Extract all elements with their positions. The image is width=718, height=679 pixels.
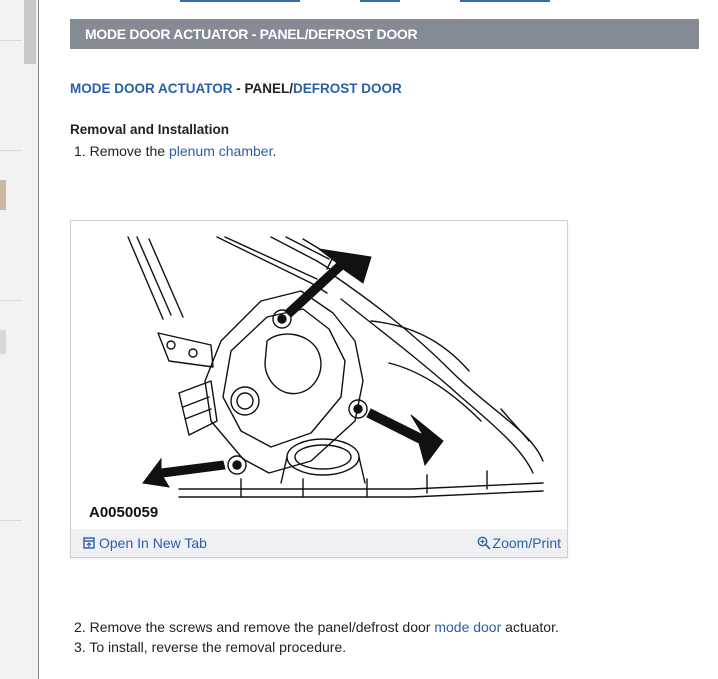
scrollbar-thumb[interactable] (24, 0, 36, 64)
plenum-chamber-link[interactable]: plenum chamber (168, 143, 273, 159)
callout-arrow (143, 459, 225, 487)
step-number: 3. (74, 639, 86, 655)
breadcrumb-link-defrost-door[interactable]: DEFROST DOOR (293, 81, 402, 96)
rail-divider (0, 300, 22, 301)
figure-card (70, 220, 568, 558)
rail-divider (0, 40, 22, 41)
rail-thumbnail (0, 180, 6, 210)
rail-divider (0, 520, 22, 521)
rail-divider (0, 150, 22, 151)
step-2 (74, 619, 559, 635)
open-in-new-tab-label: Open In New Tab (99, 535, 207, 551)
step-number: 2. (74, 619, 86, 635)
step-text: To install, reverse the removal procedure. (89, 639, 347, 655)
zoom-in-icon (477, 536, 491, 553)
step-text-suffix: actuator. (501, 619, 559, 635)
step-3 (74, 639, 346, 655)
callout-arrow (367, 409, 443, 465)
top-link-strip (70, 0, 700, 4)
step-text: Remove the (89, 143, 169, 159)
zoom-print-link[interactable] (477, 535, 561, 553)
open-in-new-tab-link[interactable] (83, 535, 207, 552)
breadcrumb (70, 81, 402, 96)
zoom-print-label: Zoom/Print (492, 535, 561, 551)
breadcrumb-separator: - PANEL/ (232, 81, 293, 96)
actuator-diagram (71, 221, 567, 529)
step-text: Remove the screws and remove the panel/defrost door (89, 619, 435, 635)
actuator-illustration[interactable] (71, 221, 567, 529)
open-in-new-tab-icon (83, 536, 95, 552)
page-header: MODE DOOR ACTUATOR - PANEL/DEFROST DOOR (70, 19, 699, 49)
breadcrumb-link-mode-door-actuator[interactable]: MODE DOOR ACTUATOR (70, 81, 233, 96)
figure-id-label: A0050059 (89, 504, 159, 521)
left-sidebar-rail (0, 0, 39, 679)
step-1 (74, 143, 276, 159)
rail-thumbnail (0, 330, 6, 354)
step-text-suffix: . (272, 143, 277, 159)
section-title: Removal and Installation (70, 122, 230, 137)
step-number: 1. (74, 143, 86, 159)
mode-door-link[interactable]: mode door (434, 619, 502, 635)
figure-footer (71, 529, 567, 557)
